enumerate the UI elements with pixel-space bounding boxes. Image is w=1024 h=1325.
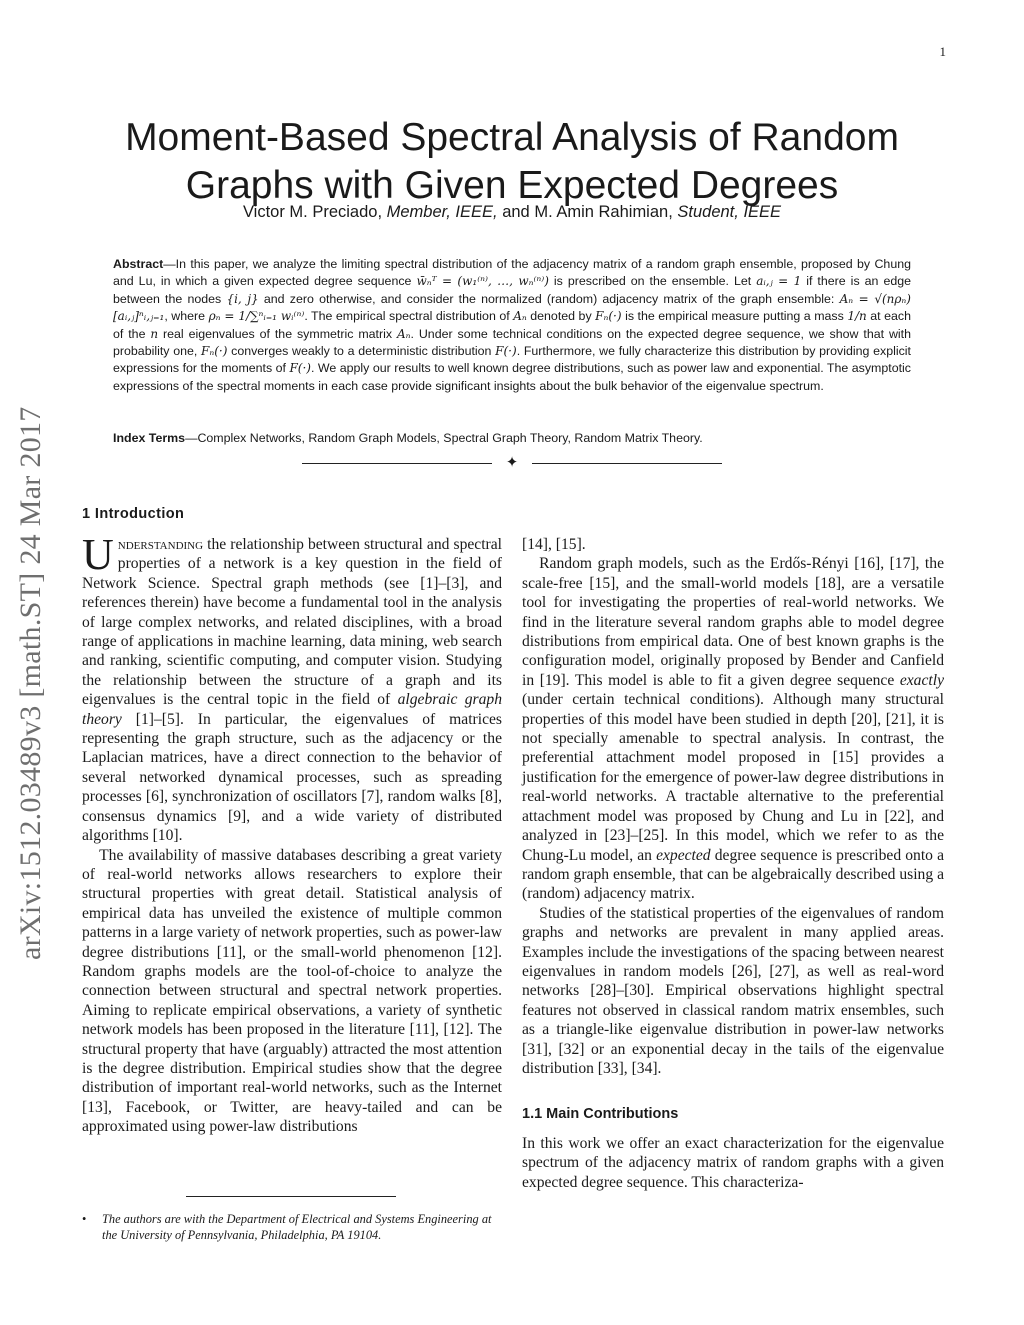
abstract-math: Aₙ = √(nρₙ) [aᵢ,ⱼ]ⁿᵢ,ⱼ₌₁ (113, 291, 911, 324)
author-1-role: Member, IEEE, (386, 203, 498, 221)
smallcaps-lead: nderstanding (117, 536, 204, 553)
abstract-text: real eigenvalues of the symmetric matrix (158, 326, 397, 341)
paragraph-text: the relationship between structural and spectral properties of a network is a key question in the field of Network Science. Spectral graph methods (see [1]–[3], and references therein) have become a fundamental tool in the analysis of large complex networks, and related disciplines, with a broad range of applications in machine learning, data mining, web search and ranking, scientific computing, and computer vision. Studying the relationship between the structure of a graph and its eigenvalues is the central topic in the field of (82, 536, 502, 709)
divider-line-right (532, 463, 722, 464)
abstract-math: 1/n (847, 309, 867, 324)
emphasis-text: algebraic graph theory (82, 691, 502, 728)
author-line (100, 203, 924, 222)
abstract-text: . We apply our results to well known degree distributions, such as power law and exponential. The asymptotic expressions of the spectral moments in each case provide significant insights about the bulk behavior of the eigenvalue spectrum. (113, 361, 911, 393)
arxiv-identifier: arXiv:1512.03489v3 [math.ST] 24 Mar 2017 (14, 406, 47, 960)
abstract-text: is the empirical measure putting a mass (621, 309, 848, 324)
right-column (522, 535, 944, 1192)
abstract-math: F(·) (495, 344, 517, 359)
paragraph-text: [1]–[5]. In particular, the eigenvalues of matrices representing the graph structure, such as the adjacency or the Laplacian matrices, have a direct connection to the behavior of several networked dynamical processes, such as spreading processes [6], synchronization of oscillators [7], random walks [8], consensus dynamics [9], and a wide variety of distributed algorithms [10]. (82, 710, 502, 845)
intro-paragraph-2-continued: [14], [15]. (522, 536, 586, 553)
index-terms (113, 430, 911, 447)
intro-paragraph-4: Studies of the statistical properties of the eigenvalues of random graphs and networks are prevalent in many applied areas. Examples include the investigations of the spacing between nearest eigenvalues in random models [26], [27], as well as real-word networks [28]–[30]. Empirical observations highlight spectral features not observed in classical random matrix ensembles, such as a triangle-like eigenvalue distribution in power-law networks [31], [32] or an exponential decay in the tails of the eigenvalue distribution [33], [34]. (522, 904, 944, 1077)
abstract-text: is prescribed on the ensemble. Let (548, 274, 757, 289)
abstract-math: ρₙ = 1/∑ⁿᵢ₌₁ wᵢ⁽ⁿ⁾ (208, 309, 305, 324)
abstract-math: Fₙ(·) (595, 309, 622, 324)
abstract-text: . Under some technical conditions on the expected degree sequence, we show that with probability one, (113, 326, 911, 359)
intro-paragraph-2: The availability of massive databases describing a great variety of real-world networks allows researchers to explore their structural properties with great detail. Statistical analysis of empirical data has unveiled the existence of multiple common patterns in a large variety of network properties, such as power-law degree distributions [11], or the small-world phenomenon [12]. Random graphs models are the tool-of-choice to analyze the connection between structural and spectral network properties. Aiming to replicate empirical observations, a variety of synthetic network models has been proposed in the literature [11], [12]. The structural property that have (arguably) attracted the most attention is the degree distribution. Empirical studies show that the degree distribution of important real-world networks, such as the Internet [13], Facebook, or Twitter, are heavy-tailed and can be approximated using power-law distributions (82, 846, 502, 1136)
abstract-text: . Furthermore, we fully characterize this distribution by providing explicit expressions for the moments of (113, 344, 911, 376)
abstract (113, 256, 911, 395)
abstract-text: denoted by (526, 309, 596, 324)
abstract-math: Aₙ (396, 326, 411, 341)
paper-title: Moment-Based Spectral Analysis of Random Graphs with Given Expected Degrees (125, 116, 899, 208)
emphasis-text: expected (656, 846, 711, 864)
emphasis-text: exactly (899, 671, 944, 689)
section-heading-introduction: 1 Introduction (82, 506, 185, 522)
abstract-math: F(·) (289, 361, 311, 376)
abstract-text: converges weakly to a deterministic distribution (227, 344, 496, 359)
subsection-heading-main-contributions: 1.1 Main Contributions (522, 1106, 679, 1123)
ornament-icon: ✦ (505, 453, 519, 471)
abstract-text: if there is an edge between the nodes (113, 274, 912, 306)
intro-paragraph-3 (522, 554, 944, 903)
abstract-text: , where (164, 309, 209, 324)
paragraph-text: Random graph models, such as the Erdős-Rényi [16], [17], the scale-free [15], and the small-world models [18], are a versatile tool for investigating the properties of real-world networks. We find in the literature several random graphs able to model degree distributions from empirical data. One of best known graphs is the configuration model, originally proposed by Bender and Canfield in [19]. This model is able to fit a given degree sequence (522, 555, 944, 689)
abstract-math: aᵢ,ⱼ = 1 (756, 274, 802, 289)
abstract-text: . The empirical spectral distribution of (304, 309, 514, 324)
author-2-role: Student, IEEE (677, 203, 782, 221)
author-1: Victor M. Preciado, (242, 203, 383, 221)
author-joiner: and (502, 203, 530, 221)
page-number: 1 (939, 44, 946, 59)
abstract-text: and zero otherwise, and consider the normalized (random) adjacency matrix of the graph ensemble: (258, 291, 840, 306)
abstract-text: at each of the (113, 309, 911, 341)
left-column (82, 530, 502, 1137)
contributions-paragraph: In this work we offer an exact characterization for the eigenvalue spectrum of the adjacency matrix of random graphs with a given expected degree sequence. This characteriza- (522, 1134, 944, 1191)
abstract-math: {i, j} (226, 291, 259, 306)
abstract-math: w̄ₙᵀ = (w₁⁽ⁿ⁾, …, wₙ⁽ⁿ⁾) (416, 274, 549, 289)
abstract-math: n (150, 326, 159, 341)
footnote-text: The authors are with the Department of Electrical and Systems Engineering at the University of Pennsylvania, Philadelphia, PA 19104. (102, 1212, 492, 1242)
footnote (82, 1211, 502, 1243)
author-2: M. Amin Rahimian, (534, 203, 673, 221)
abstract-label: Abstract (113, 257, 164, 271)
abstract-text: —In this paper, we analyze the limiting spectral distribution of the adjacency matrix of a random graph ensemble, proposed by Chung and Lu, in which a given expected degree sequence (113, 257, 911, 289)
index-terms-text: —Complex Networks, Random Graph Models, Spectral Graph Theory, Random Matrix Theory. (185, 431, 703, 445)
footnote-rule (186, 1196, 396, 1197)
abstract-math: Fₙ(·) (201, 344, 228, 359)
abstract-math: Aₙ (513, 309, 527, 324)
paragraph-text: degree sequence is prescribed onto a random graph ensemble, that can be algebraically described using a (random) adjacency matrix. (522, 846, 944, 903)
footnote-bullet: • (82, 1212, 87, 1226)
drop-cap: U (82, 530, 114, 579)
intro-paragraph-1 (82, 530, 502, 846)
paragraph-text: (under certain technical conditions). Although many structural properties of this model have been studied in depth [20], [21], it is not specially amenable to spectral analysis. In contrast, the preferential attachment model proposed in [15] provides a justification for the emergence of power-law degree distributions in real-world networks. A tractable alternative to the preferential attachment model was proposed by Chung and Lu in [22], and analyzed in [23]–[25]. In this model, which we refer to as the Chung-Lu model, an (522, 691, 944, 864)
index-terms-label: Index Terms (113, 431, 186, 445)
divider-line-left (302, 463, 492, 464)
section-divider (302, 455, 722, 471)
